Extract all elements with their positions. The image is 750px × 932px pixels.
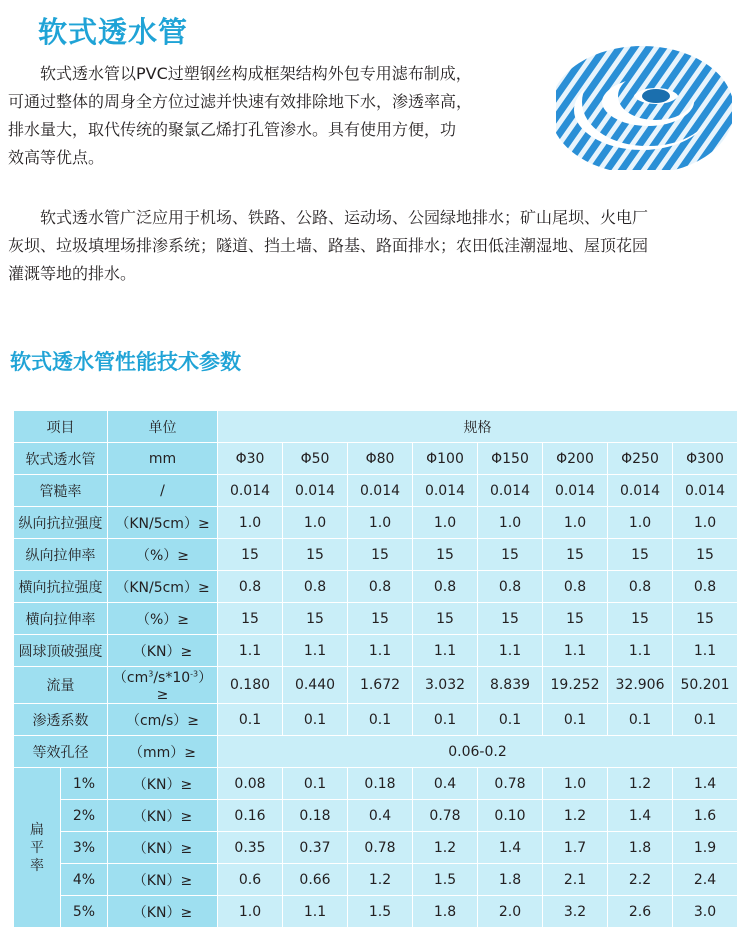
flat-percent: 5% xyxy=(61,896,108,928)
value-cell: 0.8 xyxy=(218,571,283,603)
value-cell: 1.0 xyxy=(608,507,673,539)
row-unit: （cm/s）≥ xyxy=(108,704,218,736)
value-cell: 0.1 xyxy=(673,704,738,736)
intro-paragraph-2 xyxy=(8,204,750,288)
value-cell: 15 xyxy=(543,603,608,635)
value-cell: 0.180 xyxy=(218,667,283,704)
row-unit: / xyxy=(108,475,218,507)
value-cell: 1.8 xyxy=(413,896,478,928)
value-cell: 15 xyxy=(413,539,478,571)
value-cell: 1.8 xyxy=(608,832,673,864)
intro-line: 软式透水管以PVC过塑钢丝构成框架结构外包专用滤布制成， xyxy=(40,64,472,83)
value-cell: 1.4 xyxy=(478,832,543,864)
row-label: 圆球顶破强度 xyxy=(14,635,108,667)
value-cell: 0.37 xyxy=(283,832,348,864)
unit-part: /s*10 xyxy=(153,670,191,686)
value-cell: 1.5 xyxy=(413,864,478,896)
size-cell: Φ80 xyxy=(348,443,413,475)
value-cell: 2.2 xyxy=(608,864,673,896)
intro-line: 灰坝、垃圾填埋场排渗系统；隧道、挡土墙、路基、路面排水；农田低洼潮湿地、屋顶花园 xyxy=(8,236,649,255)
flat-percent: 4% xyxy=(61,864,108,896)
value-cell: 1.0 xyxy=(218,507,283,539)
value-cell: 1.1 xyxy=(543,635,608,667)
value-cell: 1.6 xyxy=(673,800,738,832)
value-cell: 0.014 xyxy=(673,475,738,507)
table-row-flat xyxy=(14,832,738,864)
page-title: 软式透水管 xyxy=(38,15,189,49)
table-row xyxy=(14,667,738,704)
unit-part: 3 xyxy=(148,669,154,679)
row-unit: （KN/5cm）≥ xyxy=(108,507,218,539)
value-cell: 1.0 xyxy=(218,896,283,928)
value-cell: 0.014 xyxy=(478,475,543,507)
value-cell: 1.2 xyxy=(543,800,608,832)
row-unit: （KN）≥ xyxy=(108,768,218,800)
value-cell: 1.1 xyxy=(283,635,348,667)
value-cell: 0.1 xyxy=(413,704,478,736)
row-unit: （KN）≥ xyxy=(108,832,218,864)
value-cell: 15 xyxy=(543,539,608,571)
value-cell: 0.8 xyxy=(413,571,478,603)
value-cell: 1.1 xyxy=(608,635,673,667)
value-cell: 15 xyxy=(478,603,543,635)
header-spec: 规格 xyxy=(218,411,738,443)
flat-label xyxy=(14,768,61,928)
value-cell: 1.2 xyxy=(348,864,413,896)
value-cell: 15 xyxy=(413,603,478,635)
header-unit: 单位 xyxy=(108,411,218,443)
size-cell: Φ200 xyxy=(543,443,608,475)
spec-table xyxy=(13,410,738,928)
value-cell: 0.6 xyxy=(218,864,283,896)
table-row-flat xyxy=(14,864,738,896)
value-cell: 1.1 xyxy=(413,635,478,667)
value-cell: 1.0 xyxy=(478,507,543,539)
row-label: 渗透系数 xyxy=(14,704,108,736)
row-label: 流量 xyxy=(14,667,108,704)
value-cell: 15 xyxy=(673,539,738,571)
value-cell: 15 xyxy=(673,603,738,635)
value-cell: 0.8 xyxy=(283,571,348,603)
unit-part: （cm xyxy=(112,670,149,686)
value-cell: 1.7 xyxy=(543,832,608,864)
table-row-flat xyxy=(14,768,738,800)
value-cell: 8.839 xyxy=(478,667,543,704)
value-cell: 15 xyxy=(218,603,283,635)
value-cell: 0.8 xyxy=(478,571,543,603)
value-cell: 0.014 xyxy=(348,475,413,507)
value-cell: 1.0 xyxy=(543,507,608,539)
value-cell: 0.4 xyxy=(348,800,413,832)
value-cell: 0.1 xyxy=(543,704,608,736)
value-cell: 2.1 xyxy=(543,864,608,896)
flat-label-char: 率 xyxy=(30,857,44,874)
row-label: 等效孔径 xyxy=(14,736,108,768)
value-cell: 0.1 xyxy=(478,704,543,736)
row-label: 横向拉伸率 xyxy=(14,603,108,635)
value-cell: 0.1 xyxy=(348,704,413,736)
value-cell: 15 xyxy=(283,603,348,635)
value-cell: 1.4 xyxy=(673,768,738,800)
table-row-flat xyxy=(14,800,738,832)
coiled-drain-hose-icon xyxy=(556,40,732,170)
row-unit: （KN）≥ xyxy=(108,896,218,928)
flat-label-char: 扁 xyxy=(30,821,44,838)
header-item: 项目 xyxy=(14,411,108,443)
value-cell: 0.014 xyxy=(413,475,478,507)
value-cell: 19.252 xyxy=(543,667,608,704)
value-cell: 1.672 xyxy=(348,667,413,704)
value-cell: 0.1 xyxy=(218,704,283,736)
value-cell: 15 xyxy=(348,603,413,635)
value-cell: 1.0 xyxy=(348,507,413,539)
value-cell: 0.1 xyxy=(283,768,348,800)
value-cell: 0.8 xyxy=(673,571,738,603)
size-cell: Φ300 xyxy=(673,443,738,475)
value-cell: 0.8 xyxy=(608,571,673,603)
value-cell: 1.8 xyxy=(478,864,543,896)
table-row xyxy=(14,571,738,603)
table-row xyxy=(14,507,738,539)
row-unit: （%）≥ xyxy=(108,539,218,571)
value-cell: 2.4 xyxy=(673,864,738,896)
table-row-flat xyxy=(14,896,738,928)
intro-paragraph-1 xyxy=(8,60,553,172)
intro-line: 排水量大，取代传统的聚氯乙烯打孔管渗水。具有使用方便，功 xyxy=(8,120,457,139)
row-label: 纵向抗拉强度 xyxy=(14,507,108,539)
value-cell: 1.1 xyxy=(218,635,283,667)
value-cell: 0.014 xyxy=(543,475,608,507)
value-cell: 32.906 xyxy=(608,667,673,704)
value-cell: 3.032 xyxy=(413,667,478,704)
unit-part: ）≥ xyxy=(156,670,213,703)
value-cell: 0.1 xyxy=(283,704,348,736)
value-cell: 15 xyxy=(218,539,283,571)
value-cell: 1.4 xyxy=(608,800,673,832)
intro-line: 效高等优点。 xyxy=(8,148,105,167)
intro-line: 软式透水管广泛应用于机场、铁路、公路、运动场、公园绿地排水；矿山尾坝、火电厂 xyxy=(40,208,649,227)
value-cell: 0.78 xyxy=(348,832,413,864)
value-cell: 1.1 xyxy=(673,635,738,667)
value-cell: 0.78 xyxy=(413,800,478,832)
value-cell: 15 xyxy=(478,539,543,571)
value-cell: 15 xyxy=(608,539,673,571)
value-cell: 0.16 xyxy=(218,800,283,832)
row-unit xyxy=(108,667,218,704)
table-row xyxy=(14,539,738,571)
value-cell: 0.06-0.2 xyxy=(218,736,738,768)
table-row-pore xyxy=(14,736,738,768)
value-cell: 1.1 xyxy=(283,896,348,928)
value-cell: 3.2 xyxy=(543,896,608,928)
value-cell: 3.0 xyxy=(673,896,738,928)
size-cell: Φ100 xyxy=(413,443,478,475)
value-cell: 1.0 xyxy=(543,768,608,800)
value-cell: 1.0 xyxy=(413,507,478,539)
table-row xyxy=(14,635,738,667)
value-cell: 1.0 xyxy=(673,507,738,539)
value-cell: 0.1 xyxy=(608,704,673,736)
row-unit: （KN）≥ xyxy=(108,800,218,832)
value-cell: 1.1 xyxy=(348,635,413,667)
unit-part: -3 xyxy=(190,669,199,679)
row-label: 软式透水管 xyxy=(14,443,108,475)
row-unit: （KN/5cm）≥ xyxy=(108,571,218,603)
value-cell: 0.10 xyxy=(478,800,543,832)
row-unit: （%）≥ xyxy=(108,603,218,635)
value-cell: 0.8 xyxy=(348,571,413,603)
section-title: 软式透水管性能技术参数 xyxy=(10,350,241,374)
value-cell: 1.2 xyxy=(413,832,478,864)
table-row-size xyxy=(14,443,738,475)
row-unit: （KN）≥ xyxy=(108,864,218,896)
value-cell: 15 xyxy=(608,603,673,635)
value-cell: 50.201 xyxy=(673,667,738,704)
row-unit: （mm）≥ xyxy=(108,736,218,768)
value-cell: 0.014 xyxy=(218,475,283,507)
value-cell: 0.8 xyxy=(543,571,608,603)
row-label: 纵向拉伸率 xyxy=(14,539,108,571)
flat-percent: 3% xyxy=(61,832,108,864)
value-cell: 1.1 xyxy=(478,635,543,667)
value-cell: 15 xyxy=(283,539,348,571)
value-cell: 0.66 xyxy=(283,864,348,896)
flat-label-char: 平 xyxy=(30,839,44,856)
row-unit: mm xyxy=(108,443,218,475)
value-cell: 15 xyxy=(348,539,413,571)
value-cell: 0.08 xyxy=(218,768,283,800)
intro-line: 灌溉等地的排水。 xyxy=(8,264,137,283)
table-row xyxy=(14,603,738,635)
value-cell: 1.0 xyxy=(283,507,348,539)
size-cell: Φ30 xyxy=(218,443,283,475)
value-cell: 0.4 xyxy=(413,768,478,800)
value-cell: 1.2 xyxy=(608,768,673,800)
flat-percent: 2% xyxy=(61,800,108,832)
value-cell: 0.78 xyxy=(478,768,543,800)
value-cell: 2.0 xyxy=(478,896,543,928)
row-label: 管糙率 xyxy=(14,475,108,507)
value-cell: 0.014 xyxy=(283,475,348,507)
flat-percent: 1% xyxy=(61,768,108,800)
size-cell: Φ150 xyxy=(478,443,543,475)
value-cell: 0.014 xyxy=(608,475,673,507)
row-label: 横向抗拉强度 xyxy=(14,571,108,603)
value-cell: 0.18 xyxy=(348,768,413,800)
table-row xyxy=(14,475,738,507)
value-cell: 0.440 xyxy=(283,667,348,704)
value-cell: 1.5 xyxy=(348,896,413,928)
size-cell: Φ250 xyxy=(608,443,673,475)
table-row xyxy=(14,704,738,736)
value-cell: 0.18 xyxy=(283,800,348,832)
size-cell: Φ50 xyxy=(283,443,348,475)
table-header-row xyxy=(14,411,738,443)
value-cell: 1.9 xyxy=(673,832,738,864)
row-unit: （KN）≥ xyxy=(108,635,218,667)
intro-line: 可通过整体的周身全方位过滤并快速有效排除地下水，渗透率高， xyxy=(8,92,473,111)
value-cell: 2.6 xyxy=(608,896,673,928)
value-cell: 0.35 xyxy=(218,832,283,864)
